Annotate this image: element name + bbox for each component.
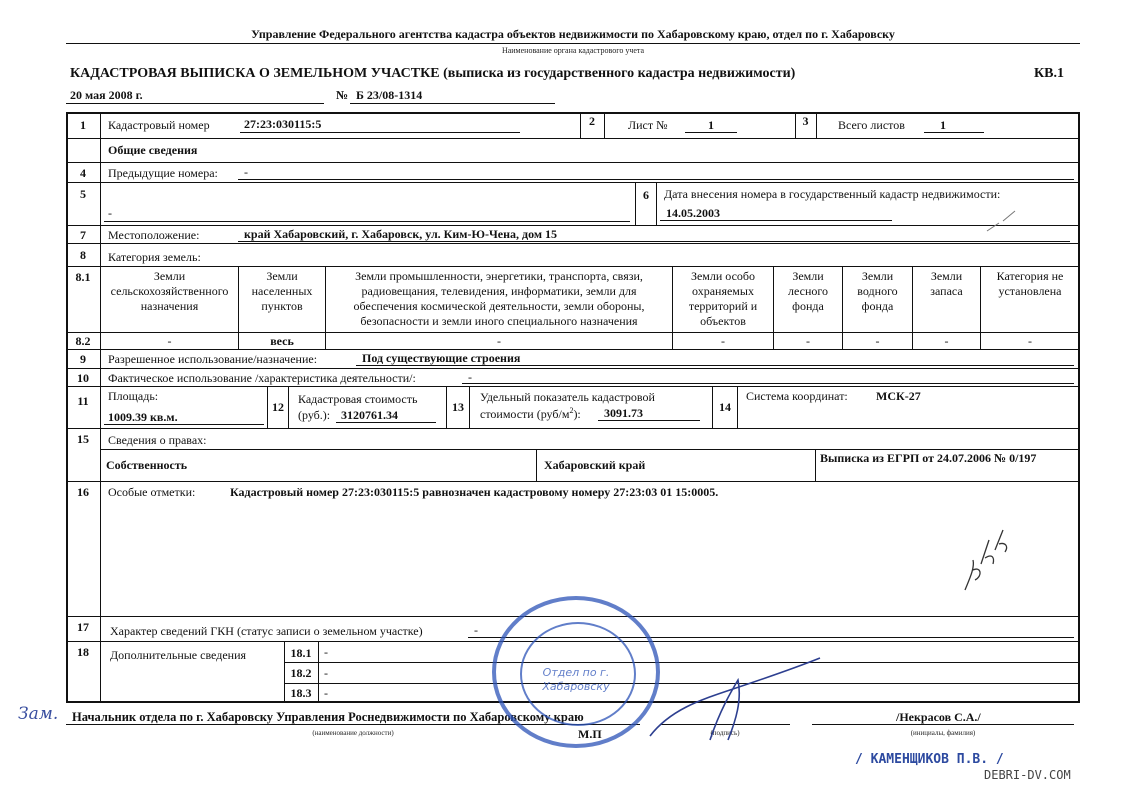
official-round-stamp: [492, 596, 660, 748]
location-value: край Хабаровский, г. Хабаровск, ул. Ким-Ю-Чена, дом 15: [244, 227, 558, 241]
row-13-number: 13: [452, 400, 464, 414]
signer-name: /Некрасов С.А./: [896, 710, 981, 724]
row-8-2-number: 8.2: [75, 334, 91, 348]
rule: [66, 138, 1080, 139]
rule: [816, 112, 817, 138]
rule: [598, 420, 700, 421]
number-underline: [350, 103, 555, 104]
category-protected-value: -: [721, 334, 725, 348]
rule: [356, 365, 1074, 366]
permitted-use-label: Разрешенное использование/назначение:: [108, 352, 318, 366]
previous-numbers-label: Предыдущие номера:: [108, 166, 218, 180]
rule: [672, 266, 673, 349]
category-agricultural-value: -: [167, 334, 172, 348]
document-number: Б 23/08-1314: [356, 88, 423, 102]
rule: [660, 220, 892, 221]
sheet-number-label: Лист №: [628, 118, 668, 132]
category-settlements: Земли населенных пунктов: [251, 269, 313, 313]
row-4-number: 4: [80, 166, 86, 180]
category-agricultural: Земли сельскохозяйственного назначения: [110, 269, 229, 313]
coordinate-system-value: МСК-27: [876, 389, 921, 403]
specific-value-label: Удельный показатель кадастровой: [480, 390, 655, 404]
document-title: КАДАСТРОВАЯ ВЫПИСКА О ЗЕМЕЛЬНОМ УЧАСТКЕ (выписка из государственного кадастра недвижимости): [70, 66, 796, 81]
category-water: Земли водного фонда: [857, 269, 898, 313]
rule: [318, 641, 319, 703]
row-8-number: 8: [80, 248, 86, 262]
row-10-number: 10: [77, 371, 89, 385]
row-18-3-number: 18.3: [290, 686, 312, 700]
right-type: Собственность: [106, 458, 188, 472]
row-18-2-value: -: [324, 666, 328, 680]
rule: [336, 422, 436, 423]
cadastral-value-unit: (руб.):: [298, 408, 331, 422]
specific-value-unit: стоимости $(руб/м^2)$:: [480, 406, 581, 421]
site-watermark: DEBRI-DV.COM: [984, 768, 1071, 782]
rule: [66, 162, 1080, 163]
rule: [238, 266, 239, 349]
rule: [66, 349, 1080, 350]
area-value: 1009.39 кв.м.: [108, 410, 178, 424]
stamped-deputy-name: / КАМЕНЩИКОВ П.В. /: [855, 752, 1004, 767]
rule: [238, 241, 1070, 242]
rule: [924, 132, 984, 133]
category-industry: Земли промышленности, энергетики, транспорта, связи, радиовещания, телевидения, информатики, земли для обеспечения космической деятельности, земли обороны, безопасности и земли иного специального назначения: [353, 269, 645, 328]
previous-numbers-value: -: [244, 165, 248, 179]
issue-date: 20 мая 2008 г.: [70, 88, 143, 102]
special-notes-label: Особые отметки:: [108, 485, 196, 499]
signer-caption: (инициалы, фамилия): [910, 729, 976, 737]
cadastral-value-label: Кадастровая стоимость: [298, 392, 418, 406]
rule: [240, 132, 520, 133]
handwritten-mark: [955, 520, 1015, 600]
number-label: №: [336, 88, 349, 102]
row-5-number: 5: [80, 187, 86, 201]
rule: [66, 225, 1080, 226]
right-holder: Хабаровский край: [544, 458, 646, 472]
row-18-2-number: 18.2: [290, 666, 312, 680]
category-reserve: Земли запаса: [930, 269, 963, 298]
coordinate-system-label: Система координат:: [746, 389, 848, 403]
rule: [462, 383, 1074, 384]
rule: [238, 179, 1074, 180]
row-9-number: 9: [80, 352, 86, 366]
org-name: Управление Федерального агентства кадастра объектов недвижимости по Хабаровскому краю, отдел по г. Хабаровску: [251, 27, 895, 41]
stamp-text: Отдел по г. Хабаровску: [542, 666, 610, 693]
row-18-1-number: 18.1: [290, 646, 312, 660]
seal-place: М.П: [578, 727, 602, 741]
egrp-reference: Выписка из ЕГРП от 24.07.2006 № 0/197: [820, 451, 1037, 465]
num-column-divider: [100, 112, 101, 703]
rule: [66, 386, 1080, 387]
total-sheets-value: 1: [940, 118, 946, 132]
row-11-number: 11: [77, 394, 89, 408]
rule: [815, 449, 816, 481]
sheet-number-value: 1: [708, 118, 714, 132]
rule: [604, 112, 605, 138]
rule: [66, 266, 1080, 267]
rule: [773, 266, 774, 349]
permitted-use-value: Под существующие строения: [362, 351, 521, 365]
cadastral-number-label: Кадастровый номер: [108, 118, 210, 132]
specific-value-amount: 3091.73: [604, 406, 643, 420]
form-code: КВ.1: [1034, 66, 1064, 81]
rule: [842, 266, 843, 349]
special-notes-value: Кадастровый номер 27:23:030115:5 равнозначен кадастровому номеру 27:23:03 01 15:0005.: [230, 485, 719, 499]
total-sheets-label: Всего листов: [838, 118, 905, 132]
handwritten-deputy: Зам.: [18, 704, 59, 724]
row-3-number: 3: [802, 114, 809, 128]
row-18-3-value: -: [324, 686, 328, 700]
row-6-number: 6: [643, 188, 649, 202]
rule: [325, 266, 326, 349]
row-8-1-number: 8.1: [75, 270, 91, 284]
cadastral-value-amount: 3120761.34: [341, 408, 398, 422]
category-forest: Земли лесного фонда: [788, 269, 828, 313]
rule: [104, 221, 630, 222]
location-label: Местоположение:: [108, 228, 200, 242]
org-caption: Наименование органа кадастрового учета: [501, 46, 645, 55]
rule: [66, 182, 1080, 183]
actual-use-value: -: [468, 370, 472, 384]
rule: [66, 428, 1080, 429]
row-16-number: 16: [77, 485, 89, 499]
rule: [536, 449, 537, 481]
rule: [104, 424, 264, 425]
cadastral-number-value: 27:23:030115:5: [244, 117, 322, 131]
category-undetermined: Категория не установлена: [996, 269, 1064, 298]
rule: [66, 481, 1080, 482]
row-18-1-value: -: [324, 645, 328, 659]
registration-date-label: Дата внесения номера в государственный кадастр недвижимости:: [664, 187, 1001, 201]
rule: [912, 266, 913, 349]
category-protected: Земли особо охраняемых территорий и объектов: [688, 269, 758, 328]
row-1-number: 1: [80, 118, 86, 132]
org-name-underline: [66, 43, 1080, 44]
row-18-number: 18: [77, 645, 89, 659]
general-info-heading: Общие сведения: [108, 143, 198, 157]
actual-use-label: Фактическое использование /характеристика деятельности/:: [108, 371, 416, 385]
rights-label: Сведения о правах:: [108, 433, 207, 447]
registration-date-value: 14.05.2003: [666, 206, 720, 220]
date-underline: [66, 103, 324, 104]
category-settlements-value: весь: [270, 334, 294, 348]
position-caption: (наименование должности): [312, 729, 394, 737]
rule: [980, 266, 981, 349]
rule: [66, 368, 1080, 369]
row-12-number: 12: [272, 400, 284, 414]
rule: [100, 449, 1080, 450]
row-17-number: 17: [77, 620, 89, 634]
row-15-number: 15: [77, 432, 89, 446]
signature: [640, 640, 830, 750]
rule: [66, 332, 1080, 333]
area-label: Площадь:: [108, 389, 159, 403]
row-2-number: 2: [589, 114, 595, 128]
rule: [685, 132, 737, 133]
category-industry-value: -: [497, 334, 501, 348]
category-undetermined-value: -: [1028, 334, 1032, 348]
category-water-value: -: [875, 334, 880, 348]
row-5-value: -: [108, 206, 112, 220]
category-forest-value: -: [806, 334, 810, 348]
gkn-status-label: Характер сведений ГКН (статус записи о земельном участке): [110, 624, 423, 638]
rule: [66, 243, 1080, 244]
gkn-status-value: -: [474, 623, 478, 637]
row-7-number: 7: [80, 228, 86, 242]
rule: [812, 724, 1074, 725]
category-reserve-value: -: [944, 334, 949, 348]
land-category-label: Категория земель:: [108, 250, 201, 264]
additional-info-label: Дополнительные сведения: [110, 648, 247, 662]
signature-caption: (подпись): [710, 729, 740, 737]
small-pen-mark: [985, 205, 1025, 235]
official-position: Начальник отдела по г. Хабаровску Управления Роснедвижимости по Хабаровскому краю: [72, 710, 584, 724]
row-14-number: 14: [719, 400, 731, 414]
